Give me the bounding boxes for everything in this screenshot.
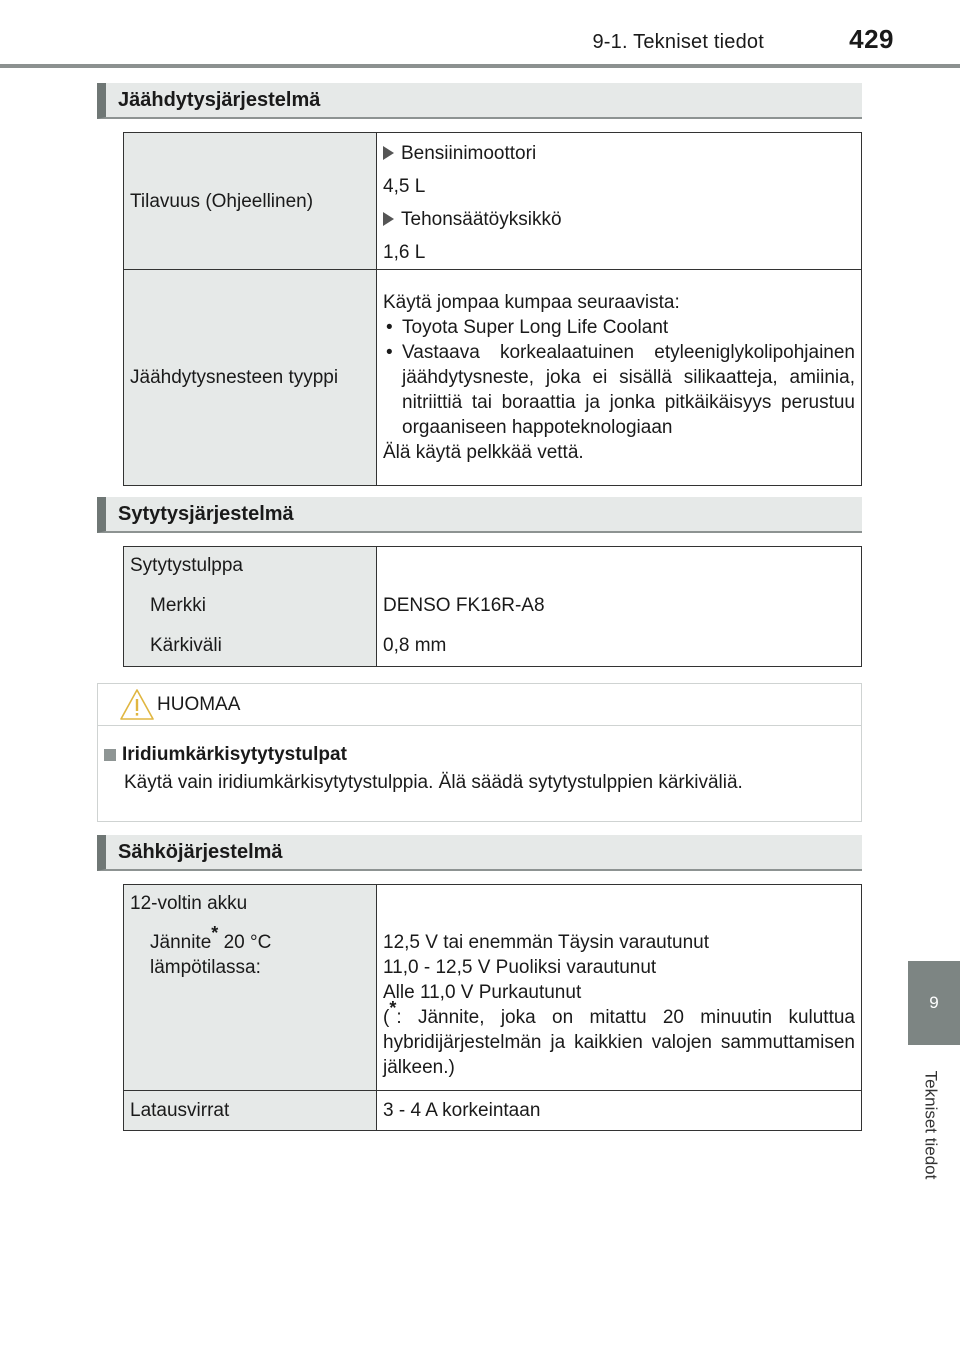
table-row [124, 1091, 862, 1131]
spacer [383, 891, 855, 930]
section-heading-ignition: Sytytysjärjestelmä [97, 497, 862, 533]
voltage-full: 12,5 V tai enemmän Täysin varautunut [383, 932, 710, 953]
ignition-table [123, 546, 862, 667]
page-header [0, 0, 960, 70]
triangle-bullet-icon [383, 146, 394, 160]
notice-box [97, 683, 862, 822]
voltage-footnote [383, 997, 855, 1080]
footnote-asterisk: * [211, 922, 219, 943]
cooling-table [123, 132, 862, 486]
gap-label: Kärkiväli [150, 635, 222, 656]
power-unit-label: Tehonsäätöyksikkö [401, 209, 562, 230]
voltage-label-text: Jännite [150, 932, 212, 953]
gasoline-engine-value: 4,5 L [383, 176, 426, 197]
battery-label: 12-voltin akku [130, 893, 248, 914]
table-row [124, 885, 862, 1091]
power-unit-row [383, 207, 855, 232]
spacer [383, 553, 855, 578]
charge-current-value: 3 - 4 A korkeintaan [377, 1091, 862, 1131]
page-number: 429 [849, 24, 894, 54]
coolant-options [383, 315, 855, 440]
gap-value: 0,8 mm [383, 635, 447, 656]
table-row [124, 270, 862, 486]
capacity-value [377, 133, 862, 270]
power-unit-value: 1,6 L [383, 242, 426, 263]
gasoline-engine-label: Bensiinimoottori [401, 143, 537, 164]
table-row [124, 547, 862, 667]
list-item: • Vastaava korkealaatuinen etyleeniglykolipohjainen jäähdytysneste, joka ei sisällä silikaatteja, amiinia, nitriittiä tai boraattia ja jonka pitkäikäisyys perustuu orgaaniseen happoteknologiaan [383, 340, 855, 440]
battery-cell [124, 885, 377, 1091]
footnote-text: : Jännite, joka on mitattu 20 minuutin kuluttua hybridijärjestelmän ja kaikkien valojen sammuttamisen jälkeen.) [383, 1007, 855, 1078]
charge-current-label: Latausvirrat [124, 1091, 377, 1131]
section-heading-electrical: Sähköjärjestelmä [97, 835, 862, 871]
battery-values [377, 885, 862, 1091]
chapter-tab[interactable]: 9 [908, 961, 960, 1045]
voltage-half: 11,0 - 12,5 V Puoliksi varautunut [383, 957, 657, 978]
gasoline-engine-row [383, 141, 855, 166]
voltage-low: Alle 11,0 V Purkautunut [383, 982, 582, 1003]
spark-plug-values [377, 547, 862, 667]
brand-value: DENSO FK16R-A8 [383, 595, 545, 616]
chapter-tab-label [910, 1055, 950, 1195]
spark-plug-label: Sytytystulppa [130, 555, 243, 576]
notice-title: HUOMAA [157, 693, 241, 715]
list-item: • Toyota Super Long Life Coolant [383, 315, 855, 340]
voltage-label [130, 922, 370, 980]
footnote-paren: ( [383, 1007, 390, 1028]
notice-item-text: Käytä vain iridiumkärkisytytystulppia. Älä säädä sytytystulppien kärkiväliä. [124, 772, 743, 793]
notice-header [98, 684, 861, 726]
chapter-title: 9-1. Tekniset tiedot [592, 31, 764, 53]
square-bullet-icon [104, 749, 116, 761]
triangle-bullet-icon [383, 212, 394, 226]
coolant-type-value [377, 270, 862, 486]
notice-item-title: Iridiumkärkisytytystulpat [122, 744, 347, 765]
header-divider [0, 64, 960, 68]
voltage-label-temp: 20 °C lämpötilassa: [150, 932, 272, 978]
table-row [124, 133, 862, 270]
coolant-warning: Älä käytä pelkkää vettä. [383, 442, 584, 463]
chapter-tab-label-text: Tekniset tiedot [921, 1070, 940, 1180]
electrical-table [123, 884, 862, 1131]
spark-plug-cell [124, 547, 377, 667]
footnote-asterisk: * [389, 997, 397, 1018]
brand-label: Merkki [150, 595, 206, 616]
coolant-type-label: Jäähdytysnesteen tyyppi [124, 270, 377, 486]
warning-triangle-icon [119, 687, 155, 723]
coolant-intro: Käytä jompaa kumpaa seuraavista: [383, 292, 680, 313]
capacity-label: Tilavuus (Ohjeellinen) [124, 133, 377, 270]
section-heading-cooling: Jäähdytysjärjestelmä [97, 83, 862, 119]
notice-item-header [98, 744, 861, 766]
